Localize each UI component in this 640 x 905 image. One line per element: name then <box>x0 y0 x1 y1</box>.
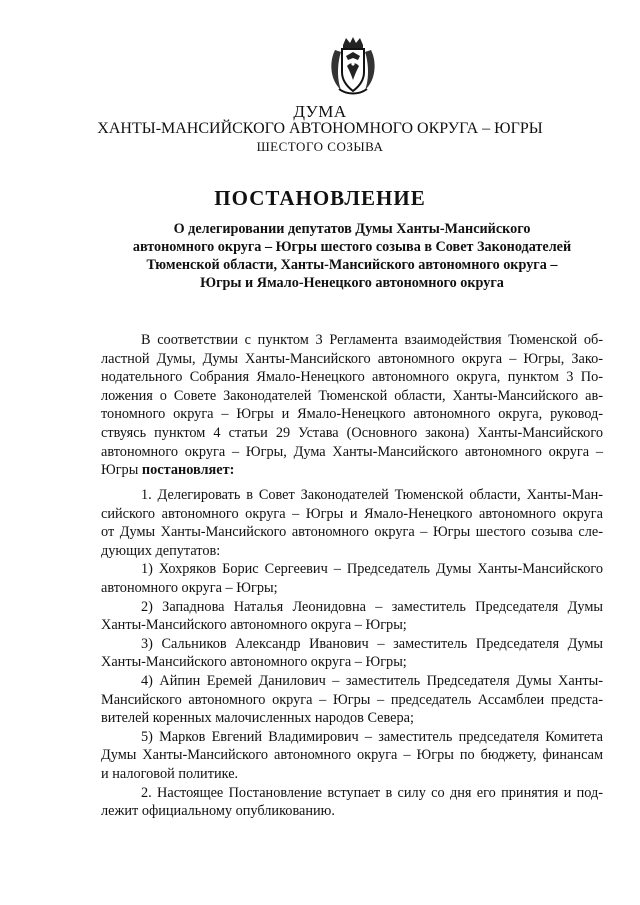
clause-line: сийского автономного округа – Югры и Ямало-Ненецкого автономного округа <box>101 505 603 522</box>
clause-line: лежит официальному опубликованию. <box>101 803 335 820</box>
preamble-last-words: Югры <box>101 462 142 479</box>
preamble-line: ствуясь пунктом 4 статьи 29 Устава (Основного закона) Ханты-Мансийского <box>101 424 603 441</box>
clause-line: от Думы Ханты-Мансийского автономного округа – Югры шестого созыва сле- <box>101 524 603 541</box>
preamble-line: нодательного Собрания Ямало-Ненецкого автономного округа, пунктом 3 По- <box>101 369 603 386</box>
deputy-item: 3) Сальников Александр Иванович – заместитель Председателя Думы <box>141 635 603 652</box>
deputy-item: Думы Ханты-Мансийского автономного округа – Югры по бюджету, финансам <box>101 747 603 764</box>
preamble-line: В соответствии с пунктом 3 Регламента взаимодействия Тюменской об- <box>141 332 603 348</box>
deputy-item: 2) Западнова Наталья Леонидовна – заместитель Председателя Думы <box>141 598 603 615</box>
preamble-line: тономного округа – Югры и Ямало-Ненецкого автономного округа, руковод- <box>101 406 603 423</box>
deputy-item: и налоговой политике. <box>101 765 239 782</box>
deputy-item: Мансийского автономного округа – Югры – председатель Ассамблеи предста- <box>101 691 603 708</box>
document-subject <box>118 220 586 292</box>
deputy-item: 4) Айпин Еремей Данилович – заместитель Председателя Думы Ханты- <box>141 672 603 689</box>
deputy-item: 5) Марков Евгений Владимирович – заместитель председателя Комитета <box>141 728 603 745</box>
clause-line: дующих депутатов: <box>101 542 221 559</box>
preamble-line: ложения о Совете Законодателей Тюменской области, Ханты-Мансийского ав- <box>101 387 603 404</box>
resolves-keyword: постановляет: <box>141 462 235 479</box>
coat-of-arms-icon <box>327 36 379 96</box>
preamble-line: ластной Думы, Думы Ханты-Мансийского автономного округа – Югры, Зако- <box>101 350 603 367</box>
document-type-title: ПОСТАНОВЛЕНИЕ <box>214 186 426 210</box>
preamble-line: автономного округа – Югры, Дума Ханты-Мансийского автономного округа – <box>101 443 603 460</box>
preamble <box>101 331 603 480</box>
clause-line: 2. Настоящее Постановление вступает в силу со дня его принятия и под- <box>141 784 603 801</box>
deputy-item: автономного округа – Югры; <box>101 579 278 596</box>
deputy-item: вителей коренных малочисленных народов Севера; <box>101 710 414 727</box>
resolution-clauses <box>101 486 603 821</box>
subject-line: Тюменской области, Ханты-Мансийского автономного округа – <box>146 257 558 273</box>
deputy-item: 1) Хохряков Борис Сергеевич – Председатель Думы Ханты-Мансийского <box>141 561 603 578</box>
subject-line: О делегировании депутатов Думы Ханты-Мансийского <box>173 221 531 237</box>
deputy-item: Ханты-Мансийского автономного округа – Югры; <box>101 654 407 671</box>
subject-line: автономного округа – Югры шестого созыва в Совет Законодателей <box>132 239 572 255</box>
subject-line: Югры и Ямало-Ненецкого автономного округа <box>200 275 504 291</box>
preamble-line <box>101 461 603 480</box>
deputy-item: Ханты-Мансийского автономного округа – Югры; <box>101 617 407 634</box>
convocation: ШЕСТОГО СОЗЫВА <box>256 139 384 154</box>
org-region: ХАНТЫ-МАНСИЙСКОГО АВТОНОМНОГО ОКРУГА – ЮГРЫ <box>97 120 543 137</box>
clause-line: 1. Делегировать в Совет Законодателей Тюменской области, Ханты-Ман- <box>141 487 603 503</box>
org-name: ДУМА <box>293 102 347 121</box>
